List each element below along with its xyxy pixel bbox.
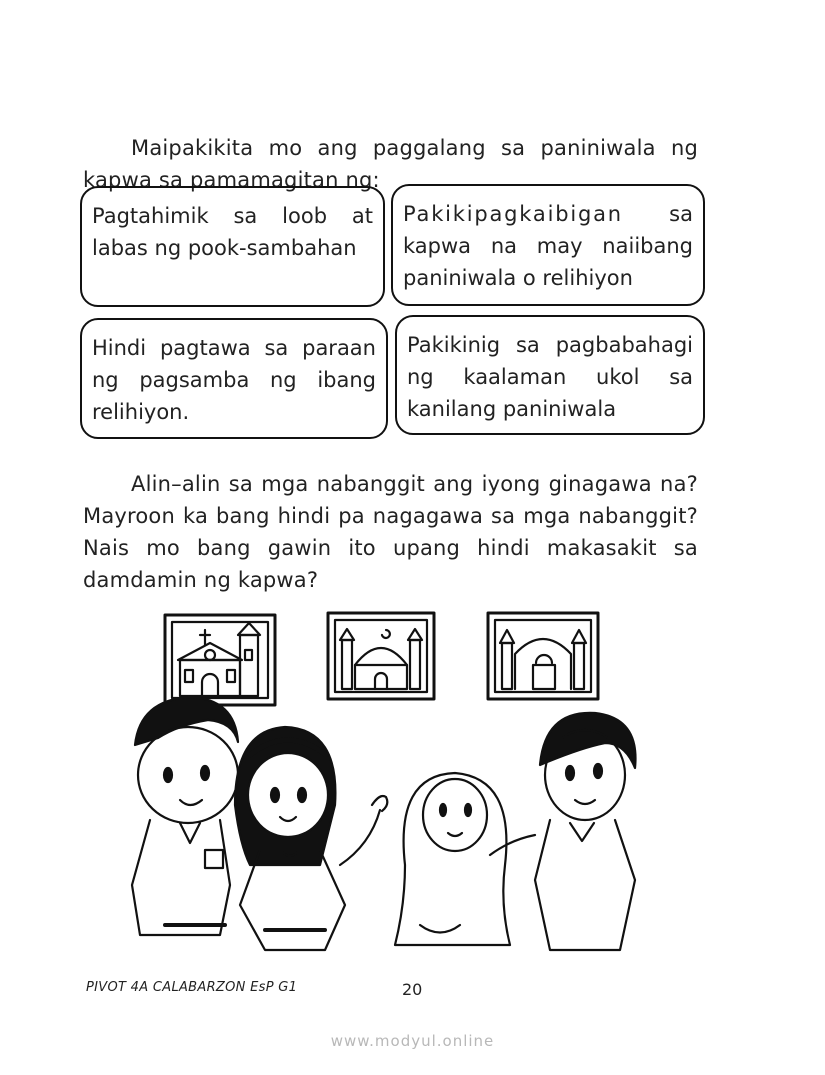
box-text-rest: sa kapwa na may naiibang paniniwala o relihiyon [403,202,693,290]
boy-left-figure [132,697,238,935]
temple-frame-icon [488,613,598,699]
watermark-text: www.modyul.online [330,1032,495,1050]
mosque-frame-icon [328,613,434,699]
girl-left-figure [235,727,387,950]
box-text-first: Pakikipagkaibigan [403,202,623,226]
girl-hijab-figure [395,773,510,945]
respect-box-no-laughing [80,318,388,439]
boy-right-figure [490,713,636,950]
box-text: Hindi pagtawa sa paraan ng pagsamba ng ibang relihiyon. [92,336,376,424]
box-text: Pagtahimik sa loob at labas ng pook-sambahan [92,204,373,260]
page-number: 20 [402,980,423,999]
children-with-places-of-worship-illustration [110,605,670,970]
respect-box-listening [395,315,705,435]
respect-box-silence [80,186,385,307]
footer-label: PIVOT 4A CALABARZON EsP G1 [86,980,298,995]
church-frame-icon [165,615,275,705]
box-text: Pakikinig sa pagbabahagi ng kaalaman ukol sa kanilang paniniwala [407,333,693,421]
question-paragraph: Alin–alin sa mga nabanggit ang iyong ginagawa na? Mayroon ka bang hindi pa nagagawa sa mga nabanggit? Nais mo bang gawin ito upang hindi makasakit sa damdamin ng kapwa? [83,472,698,592]
intro-paragraph: Maipakikita mo ang paggalang sa paniniwala ng kapwa sa pamamagitan ng: [83,136,698,192]
respect-box-friendship [391,184,705,306]
